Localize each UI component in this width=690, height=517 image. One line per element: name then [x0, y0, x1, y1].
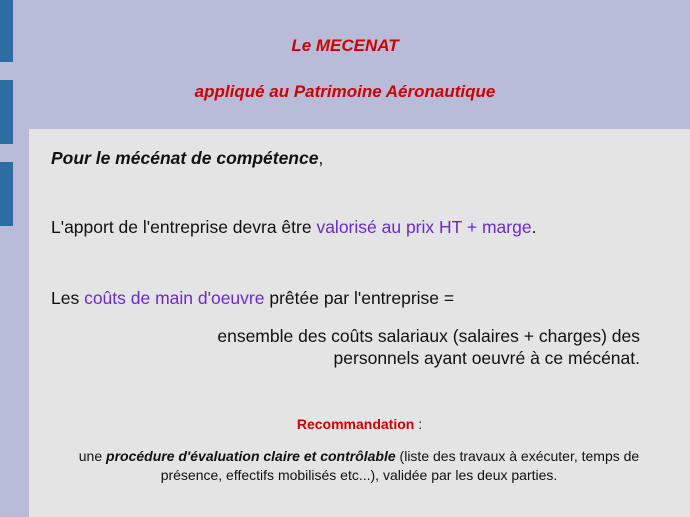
slide-title: Le MECENAT [291, 36, 399, 55]
couts-prefix: Les [51, 288, 85, 308]
recommendation-text-rest: (liste des travaux à exécuter, temps de présence, effectifs mobilisés etc...), validée par les deux parties. [160, 448, 640, 483]
content-area [29, 129, 690, 517]
recommendation-text [59, 447, 659, 484]
couts-highlight: coûts de main d'oeuvre [84, 288, 265, 308]
recommendation-colon: : [414, 416, 423, 432]
couts-detail-line1: ensemble des coûts salariaux (salaires + charges) des [217, 326, 640, 346]
recommendation-heading [29, 416, 690, 432]
slide-subtitle-heading: appliqué au Patrimoine Aéronautique [194, 82, 496, 101]
apport-prefix: L'apport de l'entreprise devra être [51, 217, 317, 237]
apport-suffix: . [531, 217, 537, 237]
apport-highlight: valorisé au prix HT + marge [316, 217, 532, 237]
section-heading [51, 148, 323, 169]
recommendation-label: Recommandation [296, 416, 415, 432]
recommendation-text-bold: procédure d'évaluation claire et contrôlable [106, 448, 396, 464]
couts-detail-line2: personnels ayant oeuvré à ce mécénat. [333, 348, 640, 368]
recommendation-text-prefix: une [78, 448, 107, 464]
section-heading-comma: , [318, 148, 324, 168]
section-heading-text: Pour le mécénat de compétence [51, 148, 319, 168]
edge-bar-bottom [0, 162, 13, 226]
couts-detail [217, 325, 640, 369]
apport-line [51, 217, 536, 238]
couts-line [51, 288, 454, 309]
couts-suffix: prêtée par l'entreprise = [264, 288, 455, 308]
